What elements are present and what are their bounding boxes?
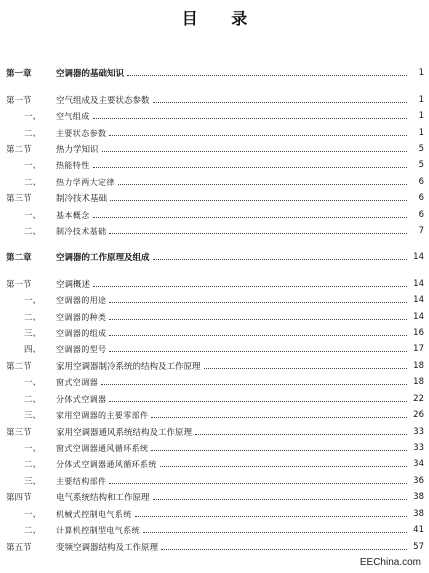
toc-entry-page: 38: [413, 509, 424, 519]
toc-entry-number: 一、: [24, 211, 42, 221]
toc-entry-number: 二、: [24, 178, 42, 188]
toc-entry[interactable]: [6, 224, 424, 238]
toc-entry-number: 第一节: [6, 280, 32, 290]
toc-entry-title: 空调器的型号: [56, 344, 107, 354]
toc-entry-title: 电气系统结构和工作原理: [56, 493, 150, 503]
toc-entry-number: 一、: [24, 296, 42, 306]
toc-entry-page: 41: [413, 525, 424, 535]
toc-entry-page: 57: [413, 542, 424, 552]
toc-entry-title: 窗式空调器通风循环系统: [56, 443, 149, 453]
dot-leader: [153, 258, 407, 260]
toc-entry-number: 第二章: [6, 253, 32, 263]
toc-entry-page: 1: [418, 68, 424, 78]
toc-entry[interactable]: [6, 457, 424, 471]
toc-entry[interactable]: [6, 310, 424, 324]
toc-entry-page: 34: [413, 459, 424, 469]
dot-leader: [109, 134, 407, 136]
toc-entry-page: 33: [413, 443, 424, 453]
toc-entry-title: 家用空调器制冷系统的结构及工作原理: [56, 362, 201, 372]
toc-entry-number: 一、: [24, 378, 42, 388]
toc-entry[interactable]: [6, 408, 424, 422]
toc-entry-title: 空调器的组成: [56, 328, 107, 338]
dot-leader: [93, 216, 407, 218]
toc-entry-page: 17: [413, 344, 424, 354]
dot-leader: [151, 416, 407, 418]
toc-entry-title: 家用空调器通风系统结构及工作原理: [56, 428, 193, 438]
toc-entry[interactable]: [6, 326, 424, 340]
dot-leader: [160, 465, 407, 467]
toc-entry[interactable]: [6, 250, 424, 264]
toc-entry-number: 二、: [24, 395, 42, 405]
dot-leader: [93, 166, 407, 168]
toc-entry[interactable]: [6, 507, 424, 521]
dot-leader: [118, 183, 407, 185]
toc-entry-title: 窗式空调器: [56, 377, 98, 387]
toc-entry-page: 14: [413, 312, 424, 322]
toc-entry-title: 变频空调器结构及工作原理: [56, 543, 159, 553]
toc-entry-title: 主要状态参数: [56, 128, 107, 138]
toc-entry-page: 14: [413, 279, 424, 289]
dot-leader: [153, 498, 407, 500]
toc-entry[interactable]: [6, 93, 424, 107]
toc-entry-page: 5: [418, 160, 424, 170]
toc-entry-page: 26: [413, 410, 424, 420]
toc-entry-title: 空气组成: [56, 111, 90, 121]
toc-entry-number: 三、: [24, 329, 42, 339]
toc-entry-title: 主要结构部件: [56, 476, 107, 486]
toc-entry-number: 二、: [24, 460, 42, 470]
toc-entry-title: 热能特性: [56, 160, 90, 170]
toc-entry[interactable]: [6, 293, 424, 307]
toc-entry-number: 第五节: [6, 543, 32, 553]
toc-entry-page: 14: [413, 252, 424, 262]
toc-entry-title: 机械式控制电气系统: [56, 509, 132, 519]
toc-entry-page: 7: [418, 226, 424, 236]
toc-entry-page: 16: [413, 328, 424, 338]
toc-entry[interactable]: [6, 490, 424, 504]
dot-leader: [109, 318, 407, 320]
dot-leader: [109, 301, 407, 303]
toc-entry-number: 二、: [24, 227, 42, 237]
toc-entry-title: 家用空调器的主要零部件: [56, 410, 149, 420]
toc-entry[interactable]: [6, 441, 424, 455]
toc-entry-title: 空调器的基础知识: [56, 69, 125, 79]
toc-entry[interactable]: [6, 208, 424, 222]
dot-leader: [143, 531, 407, 533]
toc-entry-title: 空调概述: [56, 280, 91, 290]
dot-leader: [127, 74, 407, 76]
toc-entry-page: 36: [413, 476, 424, 486]
toc-entry-number: 第一章: [6, 69, 32, 79]
dot-leader: [109, 400, 407, 402]
toc-entry-page: 6: [418, 210, 424, 220]
toc-entry-title: 制冷技术基础: [56, 226, 107, 236]
toc-entry-number: 一、: [24, 112, 42, 122]
toc-entry-title: 热力学两大定律: [56, 177, 115, 187]
toc-entry-page: 6: [418, 193, 424, 203]
toc-entry[interactable]: [6, 66, 424, 80]
toc-entry-number: 第三节: [6, 194, 32, 204]
toc-entry[interactable]: [6, 158, 424, 172]
dot-leader: [110, 199, 407, 201]
toc-entry-page: 1: [418, 128, 424, 138]
toc-entry-number: 四、: [24, 345, 42, 355]
toc-entry-page: 33: [413, 427, 424, 437]
toc-entry[interactable]: [6, 277, 424, 291]
toc-entry-number: 二、: [24, 313, 42, 323]
toc-entry-number: 第二节: [6, 362, 32, 372]
toc-entry-number: 第四节: [6, 493, 32, 503]
toc-entry-title: 热力学知识: [56, 145, 99, 155]
toc-entry-number: 一、: [24, 161, 42, 171]
toc-entry-number: 第一节: [6, 96, 32, 106]
toc-entry-title: 制冷技术基础: [56, 194, 108, 204]
watermark: EEChina.com: [359, 557, 421, 568]
toc-entry[interactable]: [6, 474, 424, 488]
toc-entry[interactable]: [6, 375, 424, 389]
toc-entry[interactable]: [6, 342, 424, 356]
toc-entry[interactable]: [6, 109, 424, 123]
toc-entry-title: 空调器的工作原理及组成: [56, 253, 150, 263]
toc-entry-page: 18: [413, 377, 424, 387]
toc-entry[interactable]: [6, 359, 424, 373]
toc-entry-number: 第二节: [6, 145, 32, 155]
toc-entry-page: 18: [413, 361, 424, 371]
toc-entry-title: 空调器的用途: [56, 295, 107, 305]
toc-entry-title: 分体式空调器: [56, 394, 107, 404]
toc-entry-page: 38: [413, 492, 424, 502]
toc-entry-title: 空气组成及主要状态参数: [56, 96, 150, 106]
toc-entry-title: 计算机控制型电气系统: [56, 525, 140, 535]
toc-entry-title: 分体式空调器通风循环系统: [56, 459, 157, 469]
toc-entry-page: 6: [418, 177, 424, 187]
toc-entry-page: 1: [418, 111, 424, 121]
dot-leader: [93, 285, 407, 287]
toc-entry[interactable]: [6, 540, 424, 554]
toc-entry[interactable]: [6, 425, 424, 439]
dot-leader: [101, 383, 407, 385]
toc-entry-title: 空调器的种类: [56, 312, 107, 322]
dot-leader: [109, 350, 407, 352]
dot-leader: [102, 150, 407, 152]
dot-leader: [204, 367, 407, 369]
dot-leader: [153, 101, 407, 103]
dot-leader: [93, 117, 407, 119]
toc-entry-number: 一、: [24, 510, 42, 520]
toc-entry-page: 22: [413, 394, 424, 404]
toc-entry[interactable]: [6, 142, 424, 156]
dot-leader: [195, 433, 407, 435]
dot-leader: [135, 515, 407, 517]
toc-entry-number: 一、: [24, 444, 42, 454]
toc-entry-page: 5: [418, 144, 424, 154]
toc-entry[interactable]: [6, 126, 424, 140]
toc-entry-number: 三、: [24, 477, 42, 487]
toc-entry-number: 三、: [24, 411, 42, 421]
toc-entry-number: 二、: [24, 526, 42, 536]
toc-entry-page: 14: [413, 295, 424, 305]
toc-entry[interactable]: [6, 523, 424, 537]
page-title: 目 录: [181, 9, 262, 28]
dot-leader: [109, 232, 407, 234]
toc-entry-number: 二、: [24, 129, 42, 139]
toc-entry[interactable]: [6, 175, 424, 189]
dot-leader: [109, 334, 407, 336]
dot-leader: [109, 482, 407, 484]
dot-leader: [151, 449, 407, 451]
toc-entry-number: 第三节: [6, 428, 32, 438]
toc-entry[interactable]: [6, 191, 424, 205]
toc-entry-page: 1: [418, 95, 424, 105]
toc-entry[interactable]: [6, 392, 424, 406]
dot-leader: [161, 548, 407, 550]
toc-entry-title: 基本概念: [56, 210, 90, 220]
